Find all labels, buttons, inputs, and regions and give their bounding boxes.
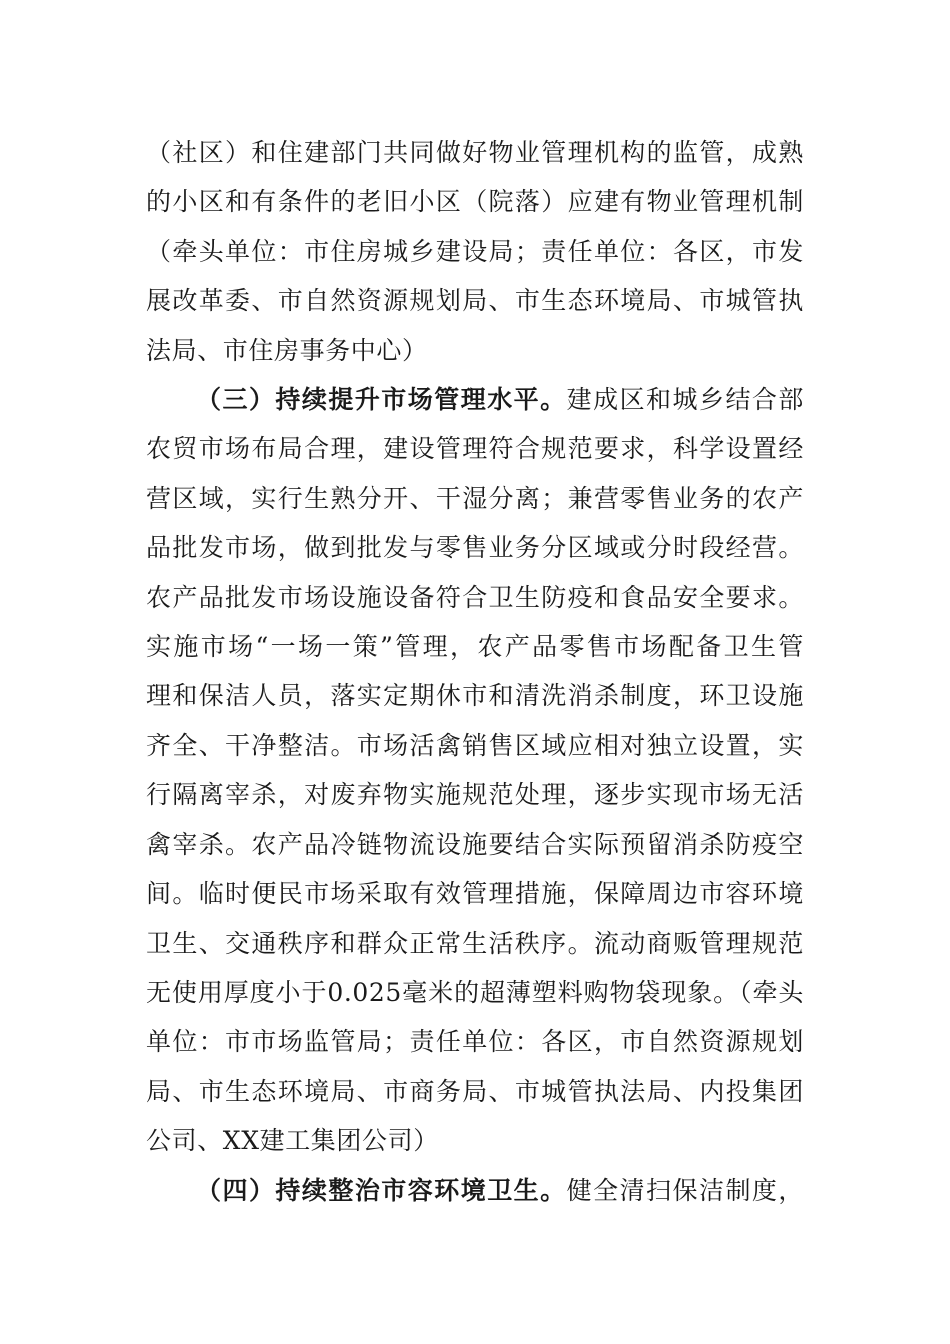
text-line: 公司、XX建工集团公司） xyxy=(146,1126,439,1156)
heading-continuation: 健全清扫保洁制度， xyxy=(566,1175,805,1205)
text-line xyxy=(146,1166,804,1215)
text-line: 齐全、干净整洁。市场活禽销售区域应相对独立设置，实 xyxy=(146,730,804,760)
text-line xyxy=(146,375,804,424)
text-line: （牵头单位：市住房城乡建设局；责任单位：各区，市发 xyxy=(146,236,804,266)
text-line: （社区）和住建部门共同做好物业管理机构的监管，成熟 xyxy=(146,138,804,167)
section-heading: （四）持续整治市容环境卫生。 xyxy=(196,1175,567,1205)
document-page xyxy=(146,128,804,1215)
text-line: 实施市场“一场一策”管理，农产品零售市场配备卫生管 xyxy=(146,632,804,662)
paragraph-environment-sanitation xyxy=(146,1166,804,1215)
paragraph-market-management xyxy=(146,375,804,1166)
text-line: 农产品批发市场设施设备符合卫生防疫和食品安全要求。 xyxy=(146,582,804,612)
text-line: 单位：市市场监管局；责任单位：各区，市自然资源规划 xyxy=(146,1027,804,1057)
text-line: 局、市生态环境局、市商务局、市城管执法局、内投集团 xyxy=(146,1076,804,1106)
heading-continuation: 建成区和城乡结合部 xyxy=(566,385,805,415)
text-line: 营区域，实行生熟分开、干湿分离；兼营零售业务的农产 xyxy=(146,483,804,513)
text-line: 法局、市住房事务中心） xyxy=(146,335,428,365)
text-line: 农贸市场布局合理，建设管理符合规范要求，科学设置经 xyxy=(146,434,804,464)
paragraph-property-management xyxy=(146,128,804,375)
text-line: 行隔离宰杀，对废弃物实施规范处理，逐步实现市场无活 xyxy=(146,780,804,810)
text-line: 卫生、交通秩序和群众正常生活秩序。流动商贩管理规范 xyxy=(146,928,804,958)
section-heading: （三）持续提升市场管理水平。 xyxy=(196,385,567,415)
text-line: 理和保洁人员，落实定期休市和清洗消杀制度，环卫设施 xyxy=(146,681,804,711)
text-line: 禽宰杀。农产品冷链物流设施要结合实际预留消杀防疫空 xyxy=(146,829,804,859)
text-line: 展改革委、市自然资源规划局、市生态环境局、市城管执 xyxy=(146,286,804,316)
text-line: 品批发市场，做到批发与零售业务分区域或分时段经营。 xyxy=(146,533,804,563)
text-line: 间。临时便民市场采取有效管理措施，保障周边市容环境 xyxy=(146,879,804,909)
text-line: 的小区和有条件的老旧小区（院落）应建有物业管理机制 xyxy=(146,187,804,217)
text-line: 无使用厚度小于0.025毫米的超薄塑料购物袋现象。（牵头 xyxy=(146,977,804,1007)
